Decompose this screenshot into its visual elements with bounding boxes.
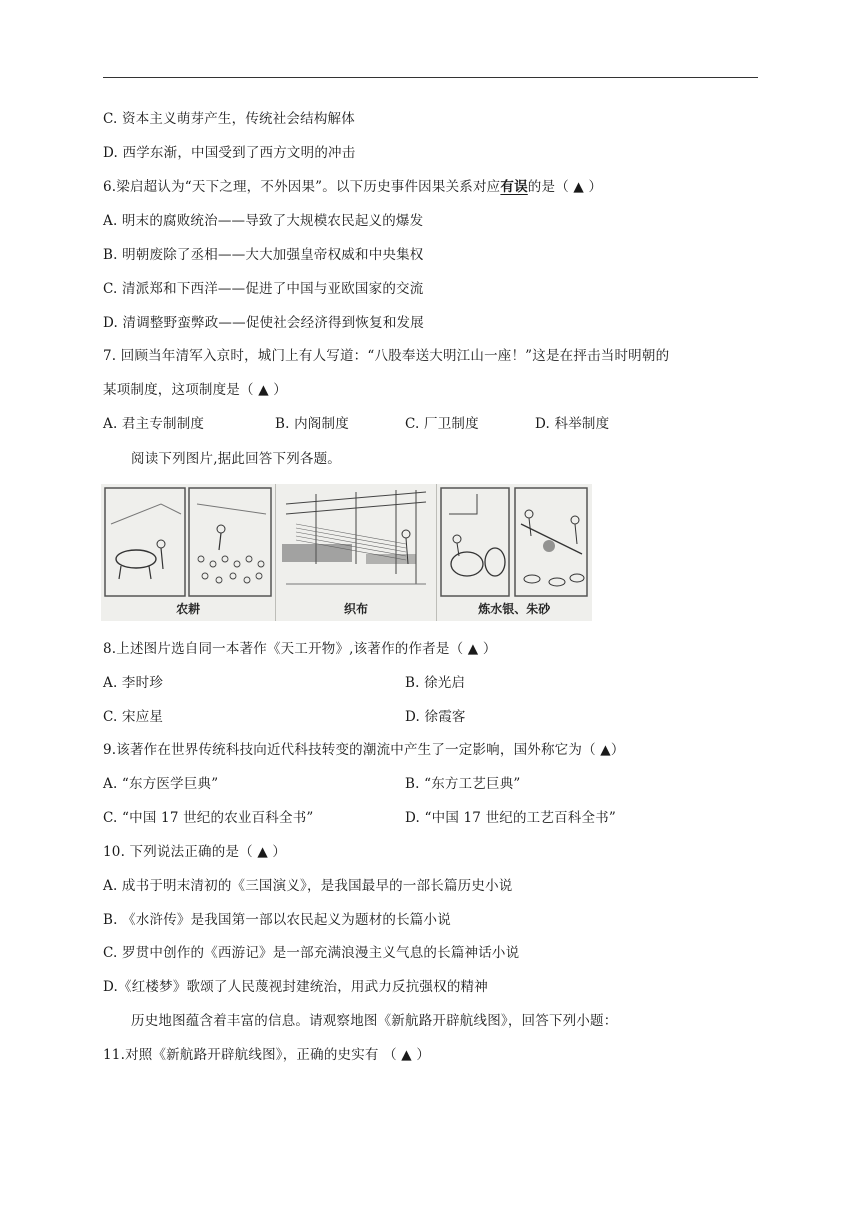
q6-option-b: B. 明朝废除了丞相——大大加强皇帝权威和中央集权 [103, 247, 424, 263]
q10-option-a: A. 成书于明末清初的《三国演义》，是我国最早的一部长篇历史小说 [103, 878, 513, 894]
q8-option-b: B. 徐光启 [405, 675, 466, 691]
q6-option-a: A. 明末的腐败统治——导致了大规模农民起义的爆发 [103, 213, 424, 229]
q9-option-c: C. “中国 17 世纪的农业百科全书” [103, 810, 314, 826]
q7-stem-line2: 某项制度，这项制度是（ ▲ ） [103, 382, 287, 398]
mercury-cinnabar-illustration [437, 484, 592, 621]
weaving-illustration [276, 484, 436, 621]
q11-stem: 11.对照《新航路开辟航线图》，正确的史实有 （ ▲ ） [103, 1047, 431, 1063]
q6-option-c: C. 清派郑和下西洋——促进了中国与亚欧国家的交流 [103, 281, 424, 297]
q8-option-a: A. 李时珍 [103, 675, 164, 691]
q9-option-d: D. “中国 17 世纪的工艺百科全书” [405, 810, 616, 826]
q8-option-c: C. 宋应星 [103, 709, 164, 725]
map-intro: 历史地图蕴含着丰富的信息。请观察地图《新航路开辟航线图》，回答下列小题： [131, 1013, 618, 1029]
q7-option-a: A. 君主专制制度 [103, 416, 205, 432]
caption-farming: 农耕 [176, 602, 201, 616]
q9-option-b: B. “东方工艺巨典” [405, 776, 521, 792]
q9-option-a: A. “东方医学巨典” [103, 776, 219, 792]
farming-illustration [101, 484, 276, 621]
q8-option-d: D. 徐霞客 [405, 709, 466, 725]
tiangong-kaiwu-illustrations [101, 484, 592, 621]
q7-option-b: B. 内阁制度 [275, 416, 349, 432]
q7-stem-line1: 7. 回顾当年清军入京时，城门上有人写道：“八股奉送大明江山一座！”这是在抨击当时明朝的 [103, 348, 670, 364]
q8-stem: 8.上述图片选自同一本著作《天工开物》,该著作的作者是（ ▲ ） [103, 641, 497, 657]
q5-option-d: D. 西学东渐，中国受到了西方文明的冲击 [103, 145, 356, 161]
caption-mercury-cinnabar: 炼水银、朱砂 [478, 602, 551, 616]
q6-option-d: D. 清调整野蛮弊政——促使社会经济得到恢复和发展 [103, 315, 424, 331]
q7-option-c: C. 厂卫制度 [405, 416, 479, 432]
q7-option-d: D. 科举制度 [535, 416, 610, 432]
q10-option-c: C. 罗贯中创作的《西游记》是一部充满浪漫主义气息的长篇神话小说 [103, 945, 520, 961]
q6-stem-before: 6.梁启超认为“天下之理，不外因果”。以下历史事件因果关系对应 [103, 179, 501, 195]
reading-intro: 阅读下列图片,据此回答下列各题。 [131, 451, 341, 467]
q9-stem: 9.该著作在世界传统科技向近代科技转变的潮流中产生了一定影响，国外称它为（ ▲） [103, 742, 625, 758]
q5-option-c: C. 资本主义萌芽产生，传统社会结构解体 [103, 111, 355, 127]
q10-option-b: B. 《水浒传》是我国第一部以农民起义为题材的长篇小说 [103, 912, 451, 928]
q6-stem-after: 的是（ ▲ ） [527, 179, 603, 195]
q10-stem: 10. 下列说法正确的是（ ▲ ） [103, 844, 287, 860]
caption-weaving: 织布 [343, 602, 368, 616]
q10-option-d: D.《红楼梦》歌颂了人民蔑视封建统治，用武力反抗强权的精神 [103, 979, 488, 995]
q6-stem-emphasis: 有误 [500, 179, 528, 195]
header-rule [103, 77, 758, 78]
q6-stem [103, 178, 602, 196]
